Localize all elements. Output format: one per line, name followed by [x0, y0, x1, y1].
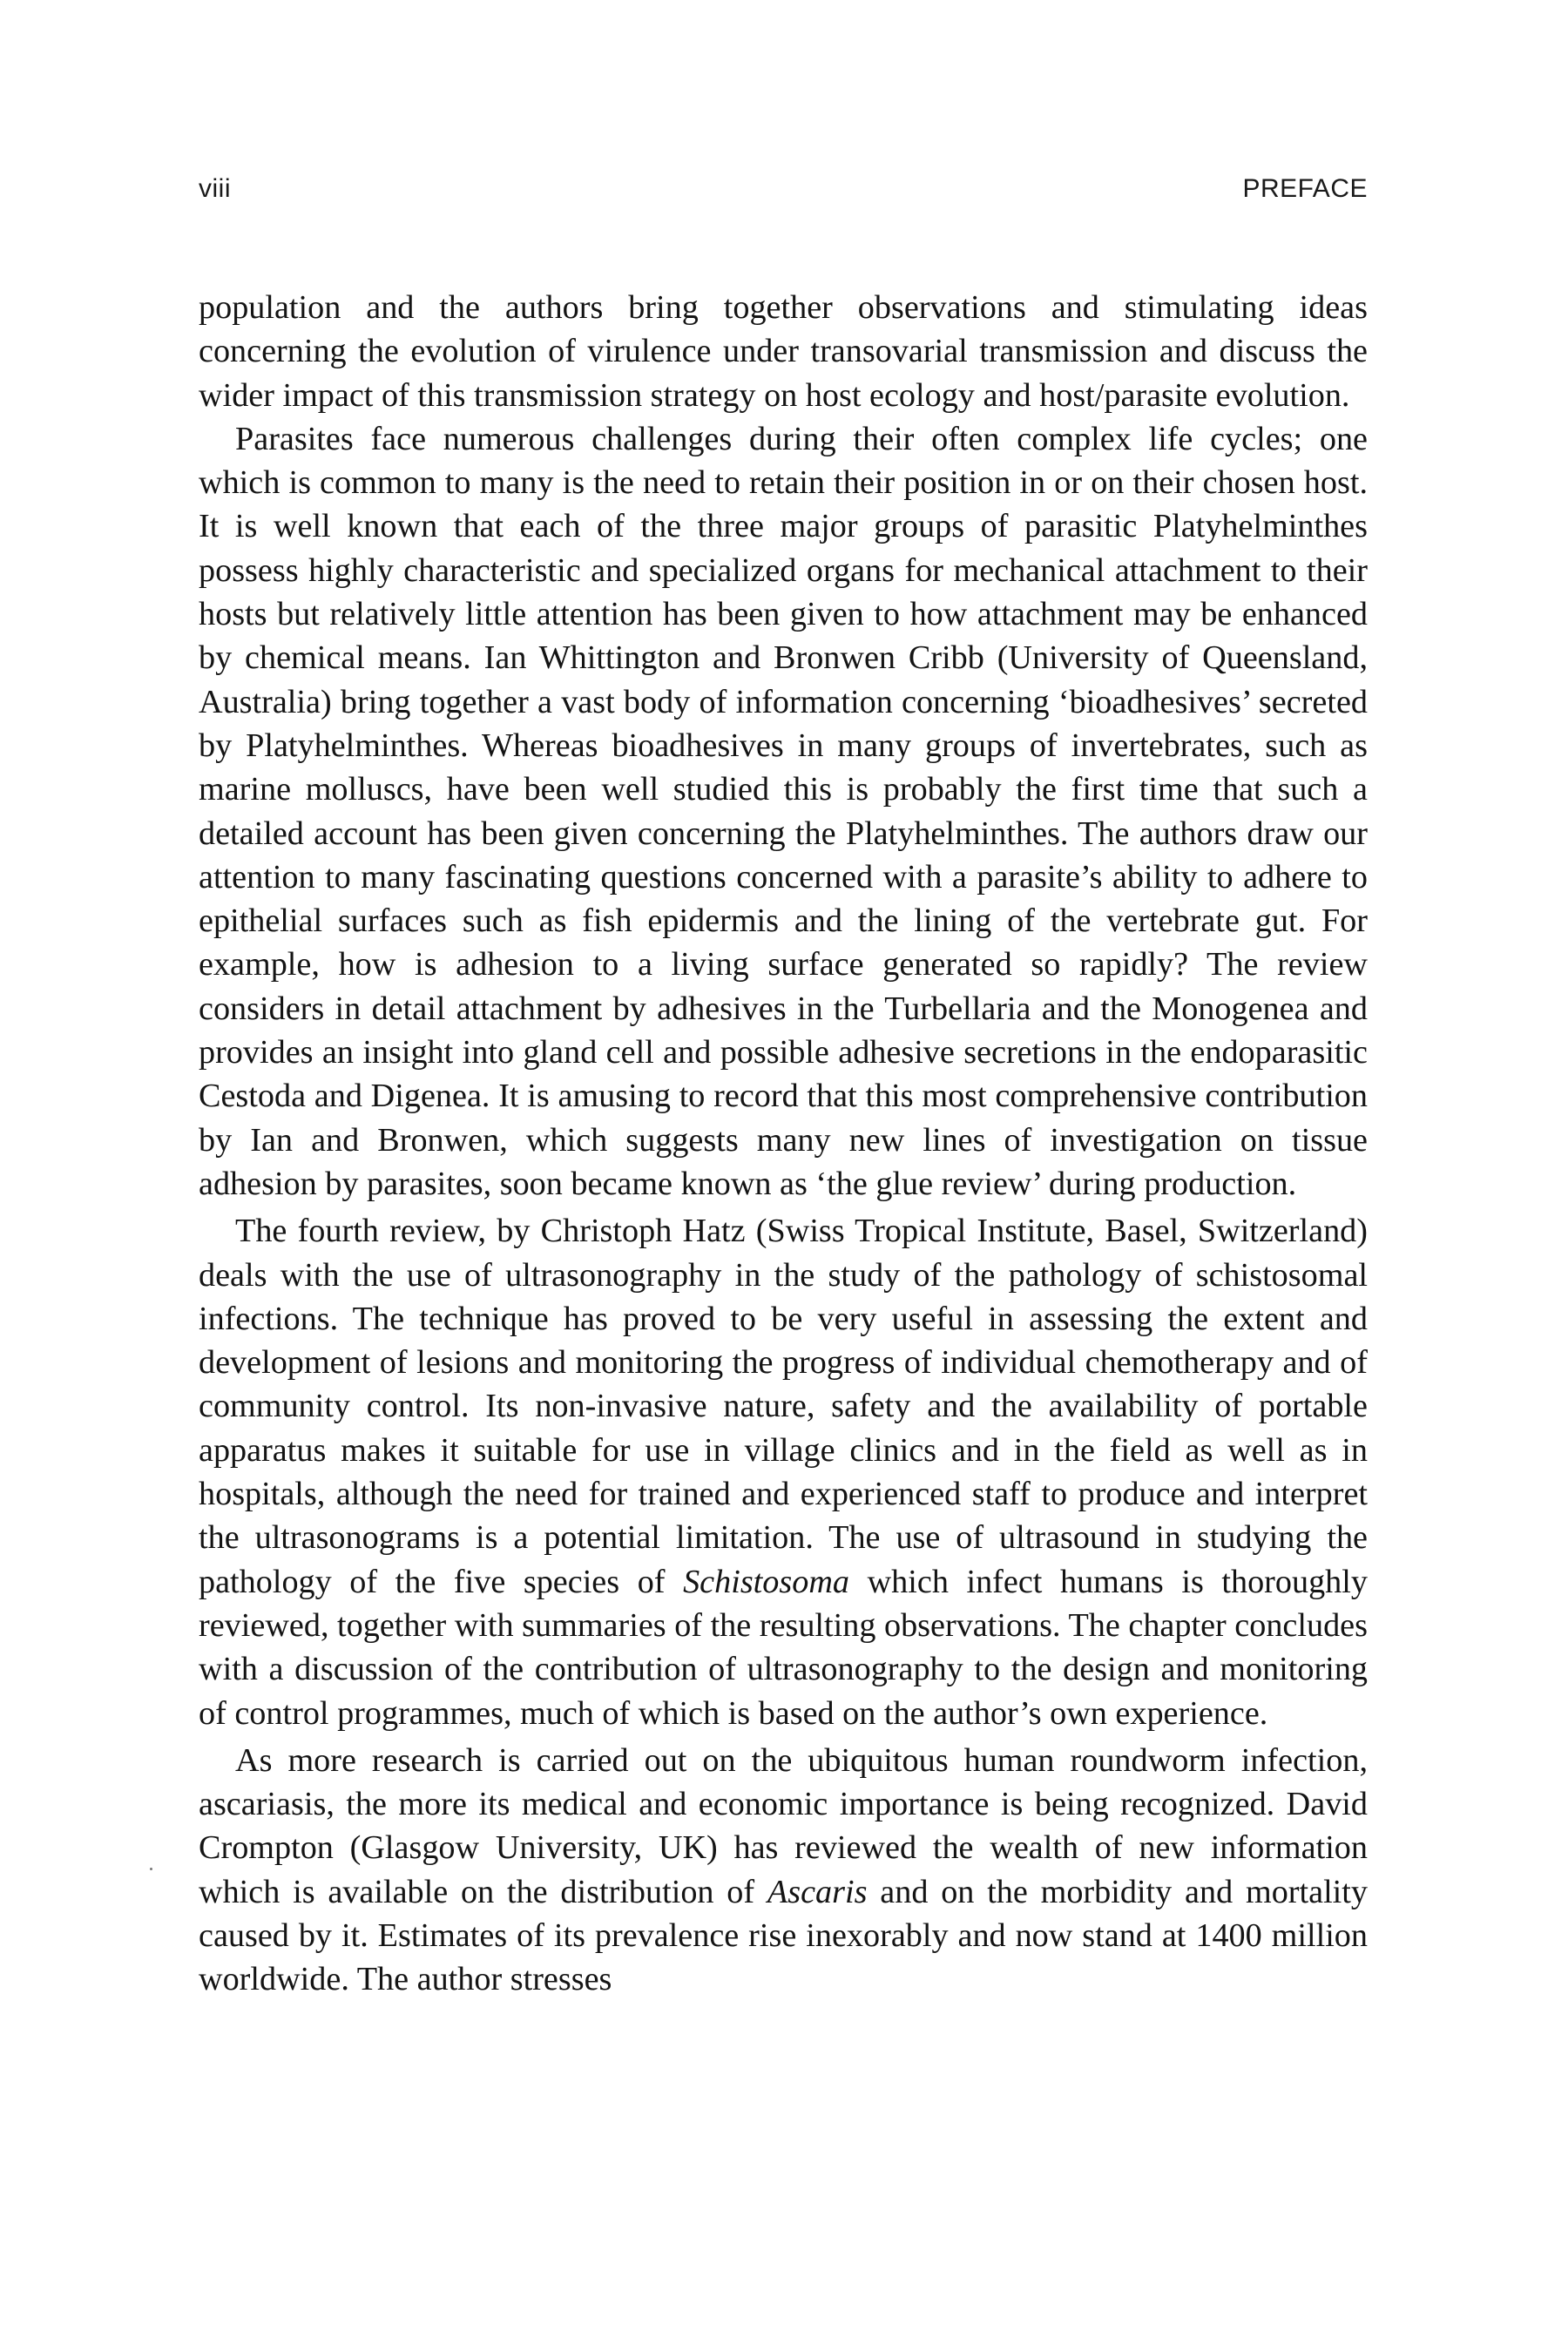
page-number: viii [199, 174, 231, 203]
paragraph-text: The fourth review, by Christoph Hatz (Swiss Tropical Institute, Basel, Switzerland) deals with the use of ultrasonography in the study of the pathology of schistosomal infections. The technique has proved to be very useful in assessing the extent and development of lesions and monitoring the progress of individual chemotherapy and of community control. Its non-invasive nature, safety and the availability of portable apparatus makes it suitable for use in village clinics and in the field as well as in hospitals, although the need for trained and experienced staff to produce and interpret the ultrasonograms is a potential limitation. The use of ultrasound in studying the pathology of the five species of [199, 1213, 1368, 1600]
paragraph-bioadhesives: Parasites face numerous challenges during their often complex life cycles; one which is common to many is the need to retain their position in or on their chosen host. It is well known that each of the three major groups of parasitic Platyhelminthes possess highly characteristic and specialized organs for mechanical attachment to their hosts but relatively little attention has been given to how attachment may be enhanced by chemical means. Ian Whittington and Bronwen Cribb (University of Queensland, Australia) bring together a vast body of information concerning ‘bioadhesives’ secreted by Platyhelminthes. Whereas bioadhesives in many groups of invertebrates, such as marine molluscs, have been well studied this is probably the first time that such a detailed account has been given concerning the Platyhelminthes. The authors draw our attention to many fascinating questions concerned with a parasite’s ability to adhere to epithelial surfaces such as fish epidermis and the lining of the vertebrate gut. For example, how is adhesion to a living surface generated so rapidly? The review considers in detail attachment by adhesives in the Turbellaria and the Monogenea and provides an insight into gland cell and possible adhesive secretions in the endoparasitic Cestoda and Digenea. It is amusing to record that this most comprehensive contribution by Ian and Bronwen, which suggests many new lines of investigation on tissue adhesion by parasites, soon became known as ‘the glue review’ during production. [199, 420, 1368, 1202]
margin-mark [150, 1868, 152, 1870]
paragraph-text: As more research is carried out on the ubiquitous human roundworm infection, ascariasis, the more its medical and economic importance is being recognized. David Crompton (Glasgow University, UK) has reviewed the wealth of new information which is available on the distribution of [199, 1741, 1368, 1910]
body-text [199, 286, 1368, 2002]
paragraph-ascariasis [199, 1739, 1368, 2002]
paragraph-text: which infect humans is thoroughly reviewed, together with summaries of the resulting observations. The chapter concludes with a discussion of the contribution of ultrasonography to the design and monitoring of control programmes, much of which is based on the author’s own experience. [199, 1563, 1368, 1732]
paragraph-text: and on the morbidity and mortality caused by it. Estimates of its prevalence rise inexorably and now stand at 1400 million worldwide. The author stresses [199, 1873, 1368, 1998]
paragraph-ultrasonography [199, 1209, 1368, 1735]
paragraph-continued: population and the authors bring together observations and stimulating ideas concerning the evolution of virulence under transovarial transmission and discuss the wider impact of this transmission strategy on host ecology and host/parasite evolution. [199, 289, 1368, 414]
section-title: PREFACE [1242, 174, 1368, 203]
book-page [199, 174, 1368, 2002]
genus-name: Ascaris [767, 1873, 868, 1910]
species-name: Schistosoma [683, 1563, 850, 1600]
running-head [199, 174, 1368, 218]
